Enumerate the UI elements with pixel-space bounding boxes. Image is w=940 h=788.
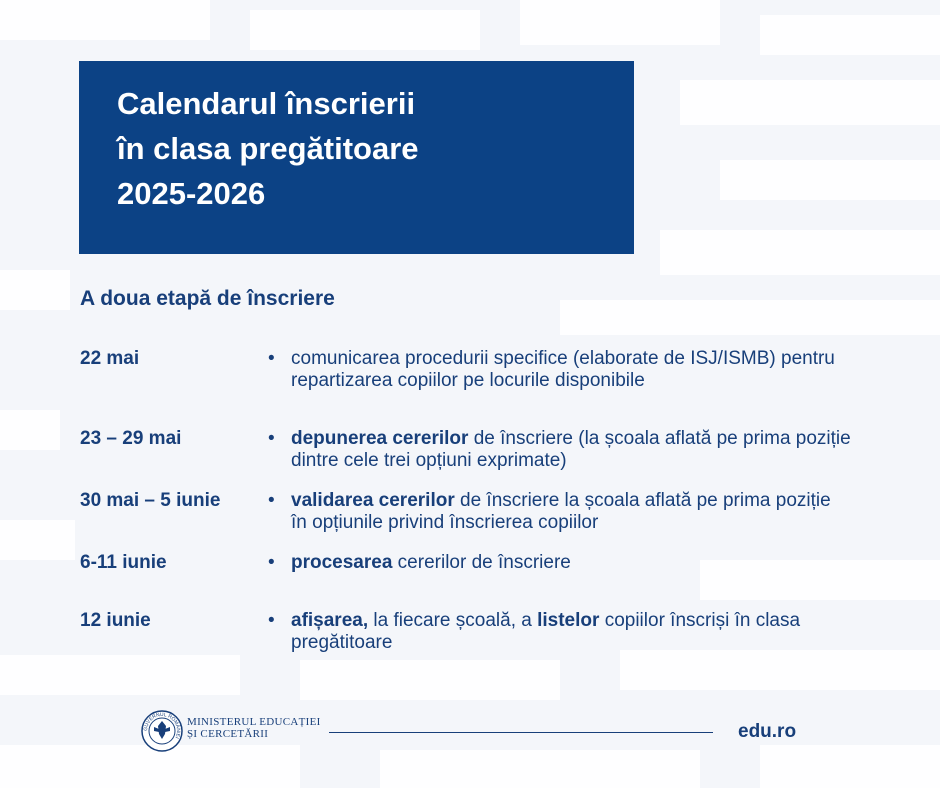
schedule-description <box>291 610 851 654</box>
bullet-icon: • <box>268 552 275 573</box>
description-text: de înscriere la școala aflată pe prima poziție în opțiunile privind înscrierea copiilor <box>291 490 831 533</box>
schedule-date: 30 mai – 5 iunie <box>80 490 221 511</box>
bullet-icon: • <box>268 428 275 449</box>
title-line-1: Calendarul înscrierii <box>117 86 416 121</box>
description-emphasis: listelor <box>537 610 600 631</box>
title-line-3: 2025-2026 <box>117 176 266 211</box>
bullet-icon: • <box>268 348 275 369</box>
bullet-icon: • <box>268 610 275 631</box>
schedule-date: 23 – 29 mai <box>80 428 182 449</box>
ministry-name <box>187 716 321 740</box>
description-text: cererilor de înscriere <box>392 552 571 573</box>
description-emphasis: procesarea <box>291 552 393 573</box>
stage-heading: A doua etapă de înscriere <box>80 287 335 310</box>
description-emphasis: validarea cererilor <box>291 490 455 511</box>
ministry-line-2: ȘI CERCETĂRII <box>187 728 269 740</box>
title-line-2: în clasa pregătitoare <box>117 131 419 166</box>
footer-divider <box>329 732 713 733</box>
description-text: la fiecare școală, a <box>368 610 538 631</box>
description-emphasis: depunerea cererilor <box>291 428 469 449</box>
bullet-icon: • <box>268 490 275 511</box>
description-text: comunicarea procedurii specifice (elaborate de ISJ/ISMB) pentru repartizarea copiilor pe locurile disponibile <box>291 348 835 391</box>
ministry-line-1: MINISTERUL EDUCAȚIEI <box>187 716 321 728</box>
site-link[interactable]: edu.ro <box>738 721 797 742</box>
schedule-date: 22 mai <box>80 348 140 369</box>
schedule-date: 6-11 iunie <box>80 552 167 573</box>
government-seal-icon <box>141 710 183 752</box>
schedule-description <box>291 552 851 574</box>
title-banner <box>79 61 634 254</box>
description-text: de înscriere (la școala aflată pe prima poziție dintre cele trei opțiuni exprimate) <box>291 428 851 471</box>
seal-text: GUVERNUL ROMÂNIEI <box>142 711 182 740</box>
schedule-description <box>291 348 851 392</box>
description-emphasis: afișarea, <box>291 610 369 631</box>
schedule-description <box>291 490 851 534</box>
schedule-date: 12 iunie <box>80 610 151 631</box>
schedule-description <box>291 428 851 472</box>
description-text: copiilor înscriși în clasa pregătitoare <box>291 610 801 653</box>
